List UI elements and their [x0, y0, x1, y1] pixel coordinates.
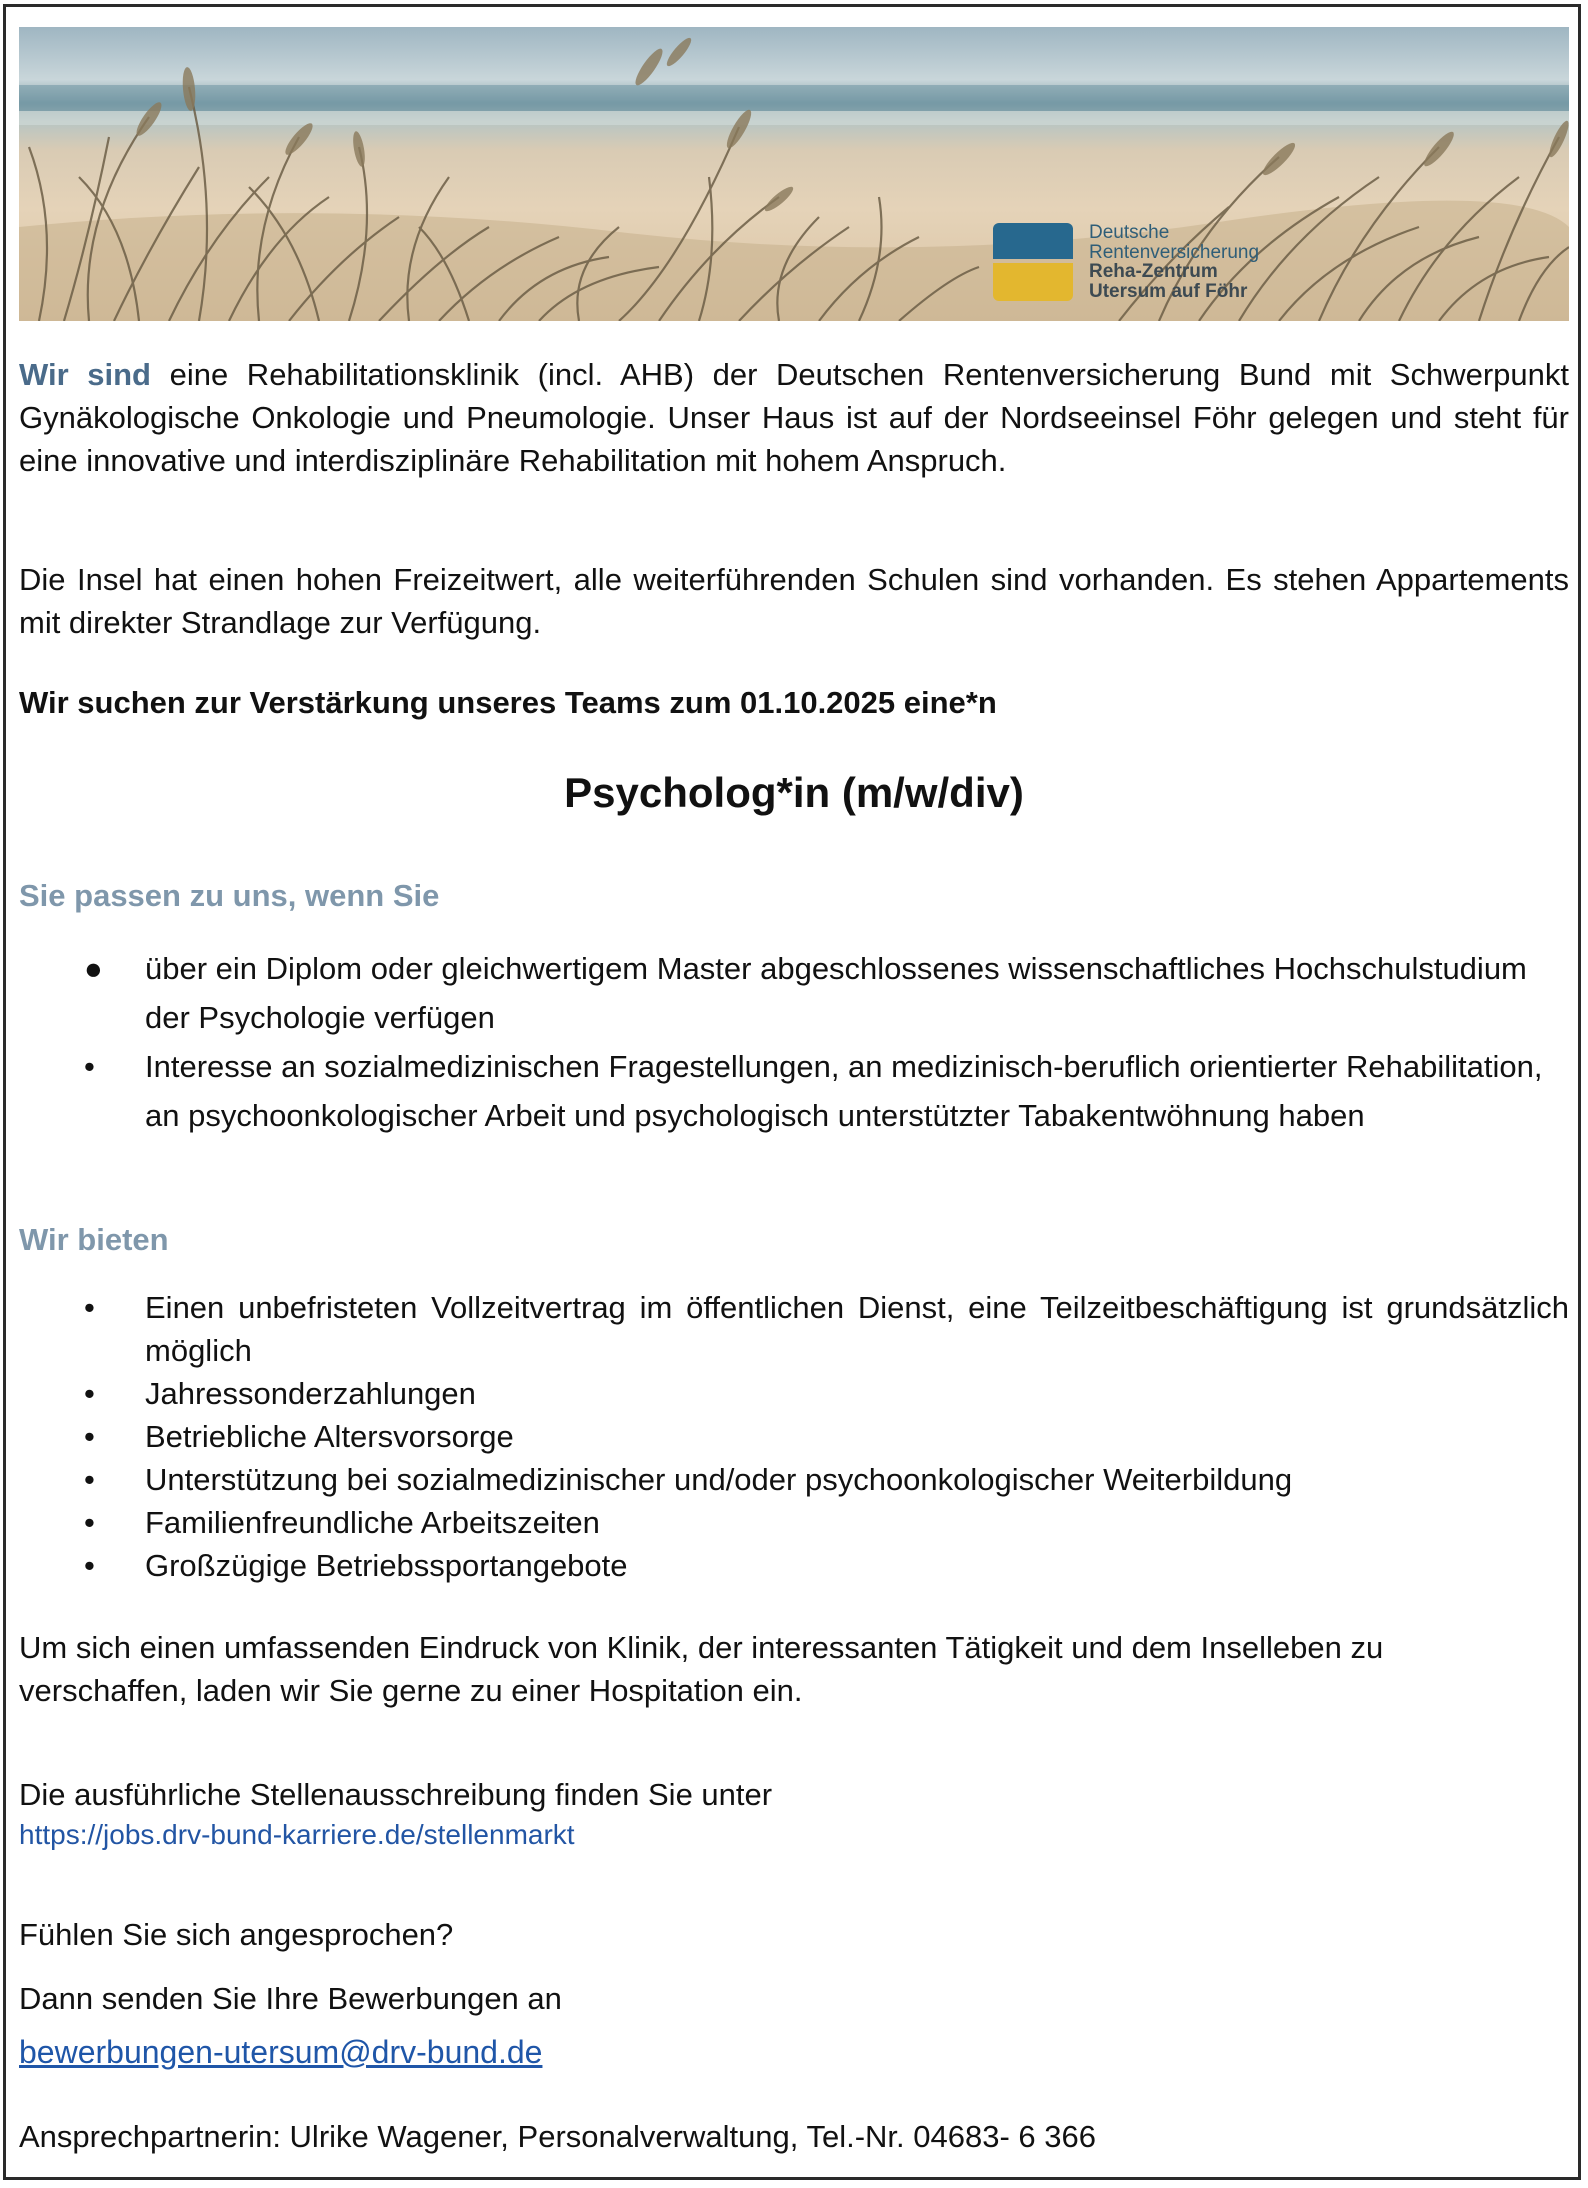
hospitation-paragraph: Um sich einen umfassenden Eindruck von Klinik, der interessanten Tätigkeit und dem Inselleben zu verschaffen, laden wir Sie gerne zu einer Hospitation ein. — [19, 1630, 1384, 1708]
bullet-icon: ● — [84, 951, 103, 986]
drv-logo-text — [1089, 223, 1259, 301]
job-advertisement — [3, 4, 1581, 2180]
list-item: ● über ein Diplom oder gleichwertigem Master abgeschlossenes wissenschaftliches Hochschulstudium der Psychologie verfügen — [19, 944, 1569, 1042]
offers-list — [19, 1286, 1569, 1587]
bullet-icon: • — [84, 1049, 95, 1084]
bullet-icon: • — [84, 1505, 95, 1540]
job-market-link[interactable]: https://jobs.drv-bund-karriere.de/stellenmarkt — [19, 1819, 575, 1850]
apply-text: Dann senden Sie Ihre Bewerbungen an — [19, 1981, 562, 2016]
intro-paragraph — [19, 353, 1569, 482]
list-item: • Betriebliche Altersvorsorge — [19, 1415, 1569, 1458]
application-email-link[interactable]: bewerbungen-utersum@drv-bund.de — [19, 2034, 543, 2070]
bullet-icon: • — [84, 1290, 95, 1325]
requirements-list — [19, 944, 1569, 1140]
requirements-heading: Sie passen zu uns, wenn Sie — [19, 878, 440, 913]
list-item: • Großzügige Betriebssportangebote — [19, 1544, 1569, 1587]
bullet-icon: • — [84, 1548, 95, 1583]
list-item: • Interesse an sozialmedizinischen Fragestellungen, an medizinisch-beruflich orientierter Rehabilitation, an psychoonkologischer Arbeit und psychologisch unterstützter Tabakentwöhnung haben — [19, 1042, 1569, 1140]
details-text: Die ausführliche Stellenausschreibung finden Sie unter — [19, 1777, 773, 1812]
search-line: Wir suchen zur Verstärkung unseres Teams zum 01.10.2025 eine*n — [19, 685, 997, 720]
drv-logo-icon — [993, 223, 1073, 301]
dune-grass-illustration — [19, 27, 1569, 321]
logo-line-3: Reha-Zentrum — [1089, 261, 1218, 282]
bullet-icon: • — [84, 1376, 95, 1411]
job-title: Psycholog*in (m/w/div) — [564, 769, 1024, 816]
list-item: • Familienfreundliche Arbeitszeiten — [19, 1501, 1569, 1544]
logo-line-4: Utersum auf Föhr — [1089, 280, 1248, 302]
contact-line: Ansprechpartnerin: Ulrike Wagener, Personalverwaltung, Tel.-Nr. 04683- 6 366 — [19, 2119, 1096, 2154]
beach-dune-banner — [19, 27, 1569, 321]
logo-line-2: Rentenversicherung — [1089, 241, 1260, 263]
question-text: Fühlen Sie sich angesprochen? — [19, 1917, 454, 1952]
bullet-icon: • — [84, 1419, 95, 1454]
list-item: • Jahressonderzahlungen — [19, 1372, 1569, 1415]
list-item: • Unterstützung bei sozialmedizinischer und/oder psychoonkologischer Weiterbildung — [19, 1458, 1569, 1501]
list-item: • Einen unbefristeten Vollzeitvertrag im öffentlichen Dienst, eine Teilzeitbeschäftigung ist grundsätzlich möglich — [19, 1286, 1569, 1372]
intro-lead: Wir sind — [19, 357, 151, 392]
intro-text: eine Rehabilitationsklinik (incl. AHB) der Deutschen Rentenversicherung Bund mit Schwerpunkt Gynäkologische Onkologie und Pneumologie. Unser Haus ist auf der Nordseeinsel Föhr gelegen und steht für eine innovative und interdisziplinäre Rehabilitation mit hohem Anspruch. — [19, 357, 1569, 478]
logo-line-1: Deutsche — [1089, 222, 1170, 243]
bullet-icon: • — [84, 1462, 95, 1497]
offers-heading: Wir bieten — [19, 1222, 169, 1257]
island-paragraph: Die Insel hat einen hohen Freizeitwert, alle weiterführenden Schulen sind vorhanden. Es stehen Appartements mit direkter Strandlage zur Verfügung. — [19, 562, 1569, 640]
